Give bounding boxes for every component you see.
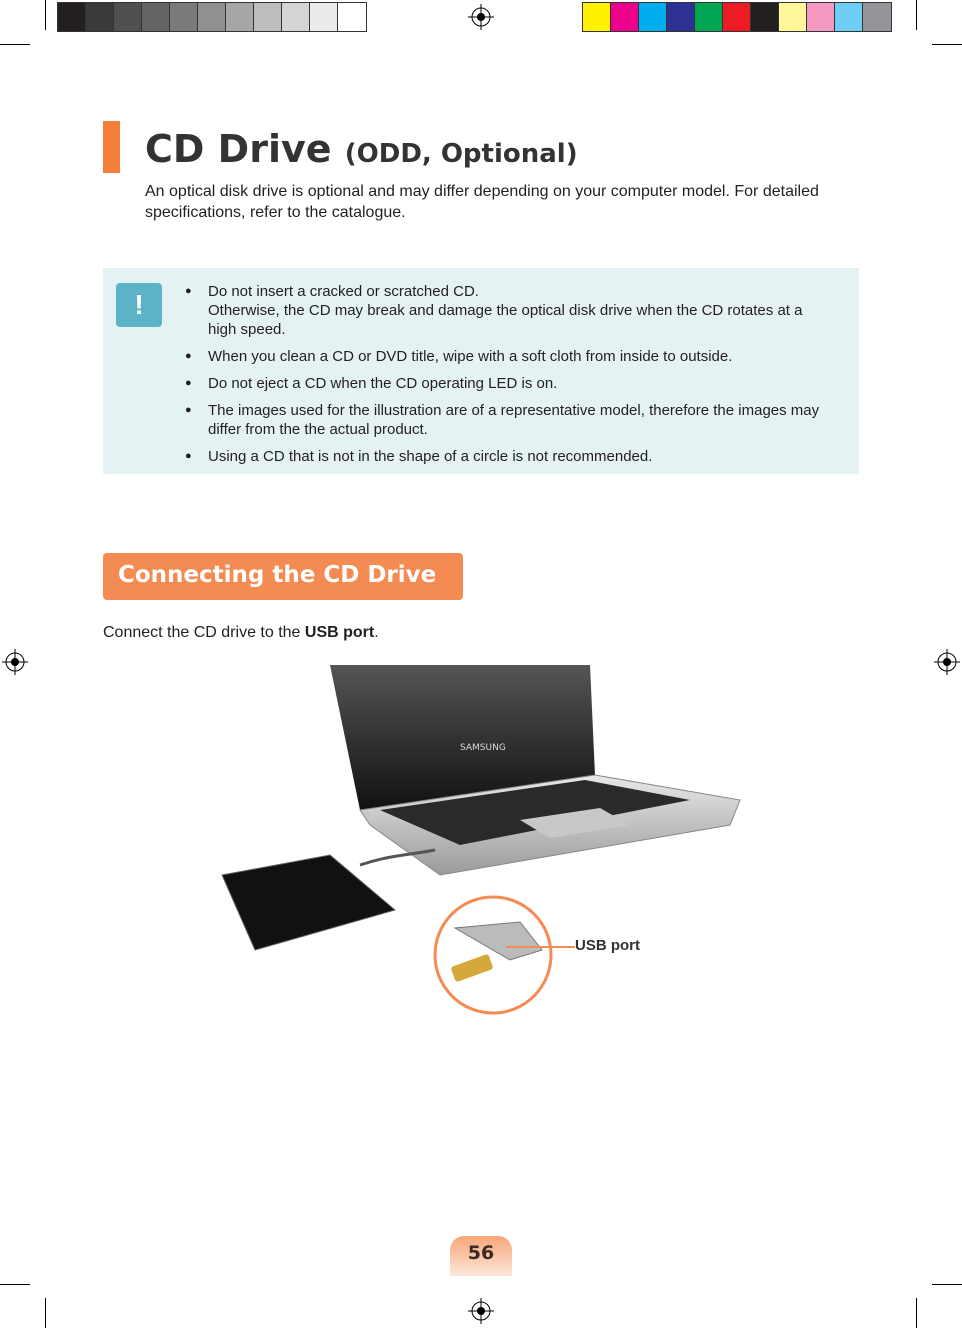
calibration-swatch <box>863 3 891 31</box>
usb-port-emphasis: USB port <box>304 624 375 641</box>
calibration-swatch <box>583 3 611 31</box>
crop-mark <box>932 1284 962 1285</box>
section-title: Connecting the CD Drive <box>118 562 437 588</box>
section-header <box>103 553 463 600</box>
calibration-swatch <box>807 3 835 31</box>
calibration-swatch <box>226 3 254 31</box>
calibration-swatch <box>114 3 142 31</box>
laptop-cd-drive-illustration <box>210 660 750 1020</box>
calibration-swatch <box>835 3 863 31</box>
caution-list <box>185 282 825 474</box>
calibration-swatch <box>667 3 695 31</box>
calibration-swatch <box>310 3 338 31</box>
calibration-swatch <box>611 3 639 31</box>
connect-instruction: Connect the CD drive to the USB port. <box>103 624 379 641</box>
crop-mark <box>45 0 46 30</box>
crop-mark <box>916 0 917 30</box>
list-item: ● Do not insert a cracked or scratched CD. Otherwise, the CD may break and damage the optical disk drive when the CD rotates at a high speed. <box>185 282 825 339</box>
calibration-swatch <box>338 3 366 31</box>
crop-mark <box>0 1284 30 1285</box>
grayscale-calibration-bar <box>57 2 367 32</box>
page-number: 56 <box>467 1242 495 1264</box>
calibration-swatch <box>198 3 226 31</box>
calibration-swatch <box>723 3 751 31</box>
calibration-swatch <box>282 3 310 31</box>
title-accent-bar <box>103 121 120 173</box>
crop-mark <box>916 1298 917 1328</box>
crop-mark <box>0 44 30 45</box>
color-calibration-bar <box>582 2 892 32</box>
laptop-brand-label: SAMSUNG <box>460 743 506 753</box>
registration-mark-icon <box>2 649 28 675</box>
intro-text: An optical disk drive is optional and may differ depending on your computer model. For detailed specifications, refer to the catalogue. <box>145 183 819 221</box>
list-item: ● Using a CD that is not in the shape of a circle is not recommended. <box>185 447 825 466</box>
page-number-tab <box>450 1236 512 1276</box>
calibration-swatch <box>58 3 86 31</box>
usb-port-callout <box>435 897 551 1013</box>
page-title-main: CD Drive <box>145 127 332 171</box>
crop-mark <box>45 1298 46 1328</box>
calibration-swatch <box>86 3 114 31</box>
usb-port-label: USB port <box>575 937 640 954</box>
page-title-subtitle: (ODD, Optional) <box>344 139 578 169</box>
list-item: ● Do not eject a CD when the CD operating LED is on. <box>185 374 825 393</box>
registration-mark-icon <box>468 1298 494 1324</box>
calibration-swatch <box>639 3 667 31</box>
page-title <box>145 127 578 171</box>
registration-mark-icon <box>934 649 960 675</box>
calibration-swatch <box>751 3 779 31</box>
list-item: ● The images used for the illustration are of a representative model, therefore the images may differ from the the actual product. <box>185 401 825 439</box>
crop-mark <box>932 44 962 45</box>
calibration-swatch <box>779 3 807 31</box>
calibration-swatch <box>170 3 198 31</box>
registration-mark-icon <box>468 4 494 30</box>
exclamation-icon: ! <box>116 283 162 327</box>
list-item: ● When you clean a CD or DVD title, wipe with a soft cloth from inside to outside. <box>185 347 825 366</box>
external-cd-drive <box>222 855 395 950</box>
calibration-swatch <box>254 3 282 31</box>
calibration-swatch <box>142 3 170 31</box>
calibration-swatch <box>695 3 723 31</box>
